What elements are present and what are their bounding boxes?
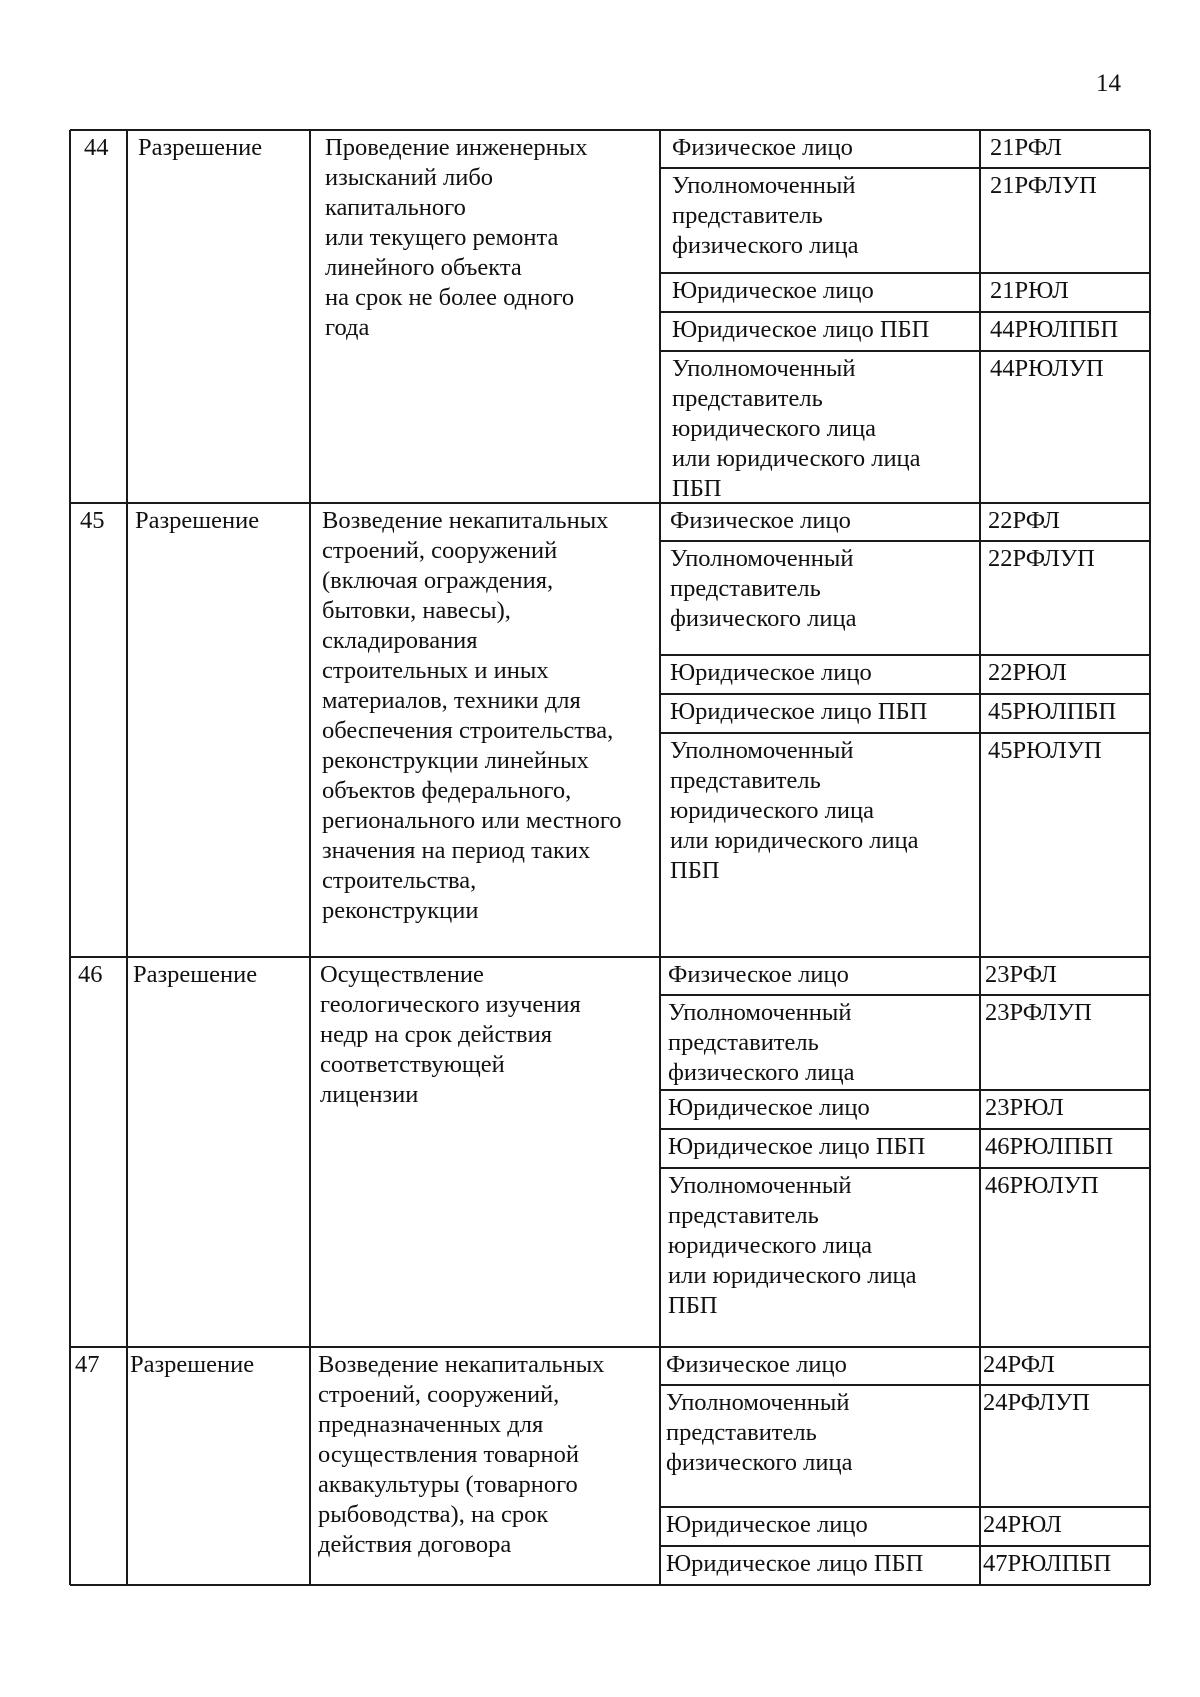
applicant: Юридическое лицо [666,1511,868,1538]
code: 23РЮЛ [985,1094,1064,1121]
code: 45РЮЛПБП [988,698,1117,725]
code: 46РЮЛПБП [985,1133,1114,1160]
applicant: Уполномоченный представитель физического лица [668,999,855,1086]
code: 23РФЛ [985,961,1057,988]
row-description: Возведение некапитальных строений, сооружений (включая ограждения, бытовки, навесы), складирования строительных и иных материалов, техники для обеспечения строительства, реконструкции линейных объектов федерального, регионального или местного значения на период таких строительства, реконструкции [322,507,622,924]
page-number: 14 [1096,70,1121,97]
code: 47РЮЛПБП [983,1550,1112,1577]
code: 21РФЛ [990,134,1062,161]
code: 24РФЛУП [983,1389,1090,1416]
row-number: 47 [75,1351,100,1378]
row-description: Возведение некапитальных строений, сооружений, предназначенных для осуществления товарной аквакультуры (товарного рыбоводства), на срок действия договора [318,1351,605,1558]
applicant: Юридическое лицо ПБП [672,316,930,343]
row-number: 45 [80,507,105,534]
row-description: Осуществление геологического изучения недр на срок действия соответствующей лицензии [320,961,581,1108]
row-type: Разрешение [135,507,260,534]
code: 44РЮЛУП [990,355,1104,382]
applicant: Уполномоченный представитель физического лица [670,545,857,632]
code: 21РЮЛ [990,277,1069,304]
applicant: Юридическое лицо [672,277,874,304]
row-type: Разрешение [138,134,263,161]
code: 22РФЛУП [988,545,1095,572]
code: 24РФЛ [983,1351,1055,1378]
applicant: Уполномоченный представитель юридического лица или юридического лица ПБП [668,1172,917,1319]
applicant: Физическое лицо [670,507,851,534]
row-number: 44 [84,134,109,161]
applicant: Юридическое лицо ПБП [668,1133,926,1160]
applicant: Физическое лицо [672,134,853,161]
applicant: Юридическое лицо [670,659,872,686]
applicant: Юридическое лицо [668,1094,870,1121]
code: 23РФЛУП [985,999,1092,1026]
applicant: Уполномоченный представитель физического лица [666,1389,853,1476]
applicant: Уполномоченный представитель юридического лица или юридического лица ПБП [672,355,921,502]
code: 22РФЛ [988,507,1060,534]
code: 45РЮЛУП [988,737,1102,764]
row-type: Разрешение [133,961,258,988]
code: 22РЮЛ [988,659,1067,686]
code: 46РЮЛУП [985,1172,1099,1199]
applicant: Юридическое лицо ПБП [666,1550,924,1577]
applicant: Уполномоченный представитель юридического лица или юридического лица ПБП [670,737,919,884]
code: 21РФЛУП [990,172,1097,199]
row-description: Проведение инженерных изысканий либо капитального или текущего ремонта линейного объекта на срок не более одного года [325,134,588,341]
code: 44РЮЛПБП [990,316,1119,343]
code: 24РЮЛ [983,1511,1062,1538]
row-number: 46 [78,961,103,988]
applicant: Юридическое лицо ПБП [670,698,928,725]
applicant: Физическое лицо [666,1351,847,1378]
applicant: Физическое лицо [668,961,849,988]
applicant: Уполномоченный представитель физического лица [672,172,859,259]
row-type: Разрешение [130,1351,255,1378]
